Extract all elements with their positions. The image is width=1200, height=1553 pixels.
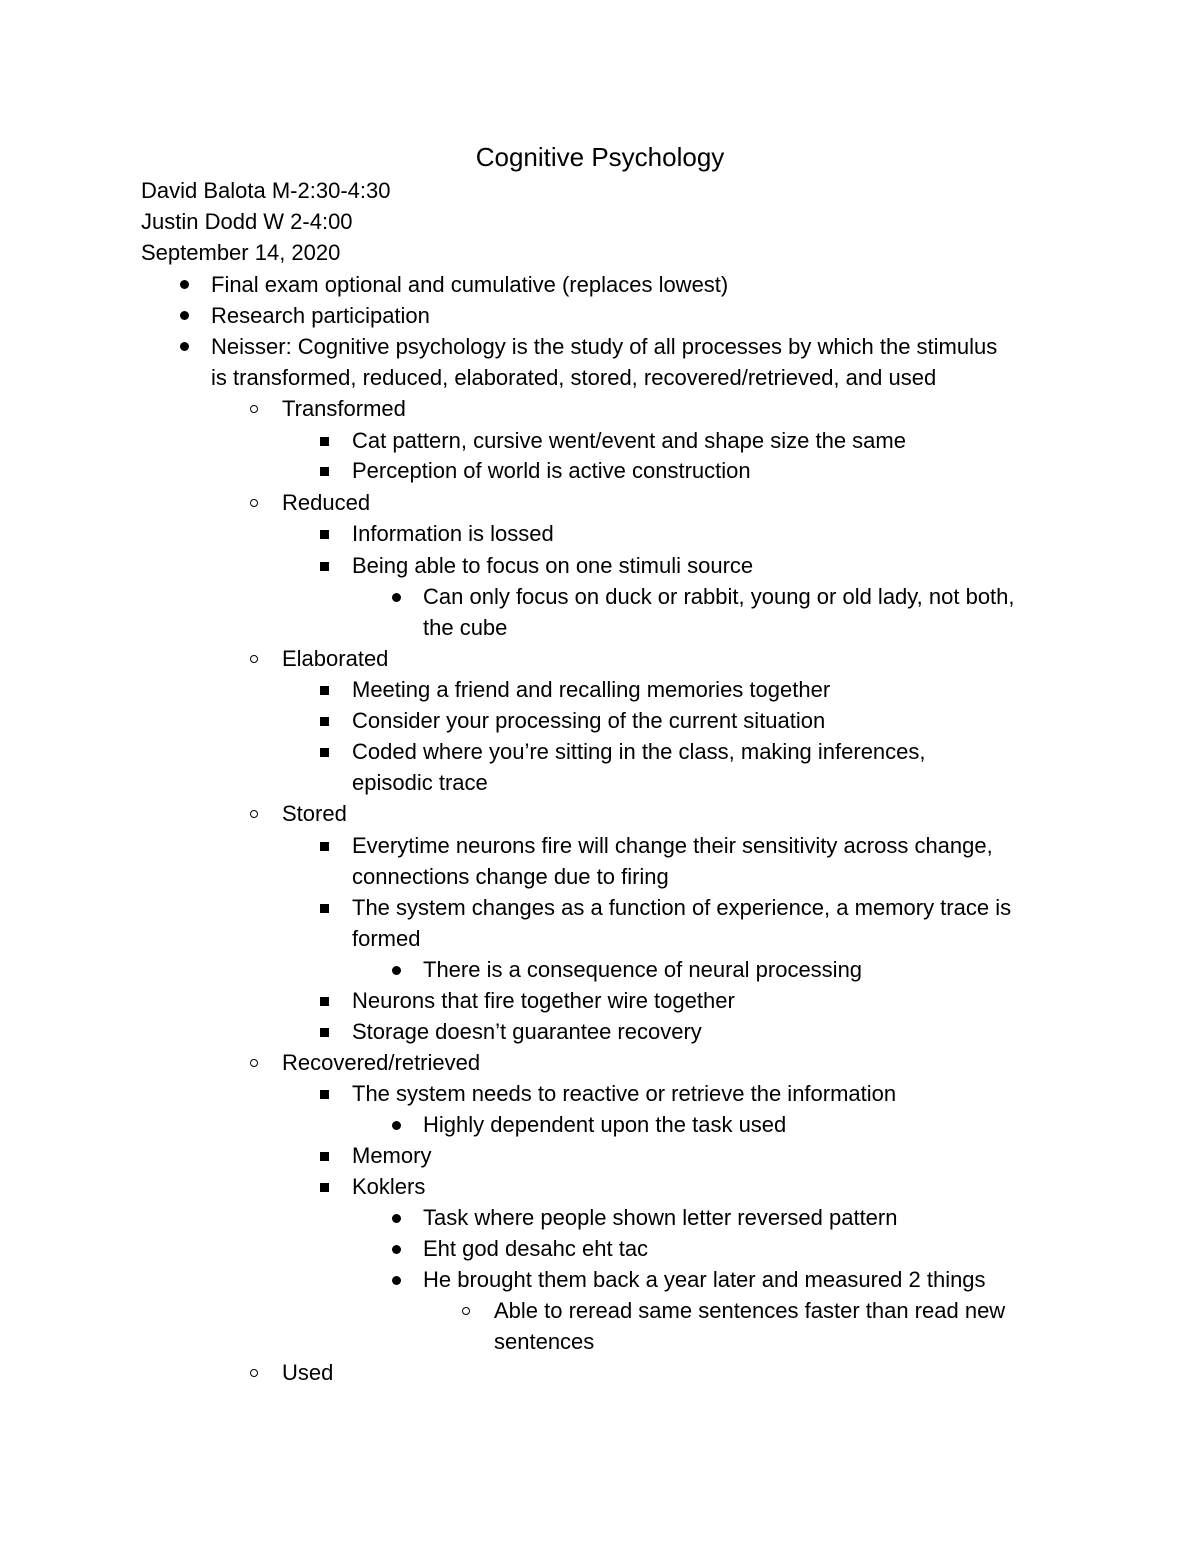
list-item: Able to reread same sentences faster than read new xyxy=(494,1298,1006,1323)
bullet-dot-icon xyxy=(392,1121,401,1130)
list-item: There is a consequence of neural processing xyxy=(423,957,863,982)
list-item: Research participation xyxy=(211,303,430,328)
bullet-ring-icon xyxy=(250,1059,258,1067)
bullet-square-icon xyxy=(320,717,329,726)
list-item: Reduced xyxy=(282,490,371,515)
instructor-line-1: David Balota M-2:30-4:30 xyxy=(141,178,391,203)
bullet-square-icon xyxy=(320,530,329,539)
list-item-continuation: episodic trace xyxy=(352,770,488,795)
list-item: Consider your processing of the current situation xyxy=(352,708,826,733)
bullet-ring-icon xyxy=(462,1307,470,1315)
list-item: The system needs to reactive or retrieve the information xyxy=(352,1081,897,1106)
bullet-dot-icon xyxy=(392,1214,401,1223)
list-item-continuation: connections change due to firing xyxy=(352,864,669,889)
list-item: Highly dependent upon the task used xyxy=(423,1112,787,1137)
bullet-dot-icon xyxy=(180,342,189,351)
bullet-ring-icon xyxy=(250,655,258,663)
bullet-square-icon xyxy=(320,1152,329,1161)
list-item-continuation: the cube xyxy=(423,615,508,640)
list-item: Being able to focus on one stimuli source xyxy=(352,553,754,578)
date-line: September 14, 2020 xyxy=(141,240,341,265)
bullet-dot-icon xyxy=(392,1276,401,1285)
list-item-continuation: is transformed, reduced, elaborated, stored, recovered/retrieved, and used xyxy=(211,365,937,390)
list-item: Can only focus on duck or rabbit, young or old lady, not both, xyxy=(423,584,1015,609)
list-item: Memory xyxy=(352,1143,432,1168)
list-item-continuation: sentences xyxy=(494,1329,595,1354)
page-title: Cognitive Psychology xyxy=(475,142,725,172)
bullet-square-icon xyxy=(320,467,329,476)
bullet-square-icon xyxy=(320,842,329,851)
list-item: Cat pattern, cursive went/event and shape size the same xyxy=(352,428,906,453)
list-item: Storage doesn’t guarantee recovery xyxy=(352,1019,702,1044)
bullet-square-icon xyxy=(320,904,329,913)
list-item: Koklers xyxy=(352,1174,426,1199)
list-item: Task where people shown letter reversed pattern xyxy=(423,1205,898,1230)
list-item-continuation: formed xyxy=(352,926,421,951)
list-item: The system changes as a function of experience, a memory trace is xyxy=(352,895,1012,920)
bullet-dot-icon xyxy=(392,593,401,602)
bullet-ring-icon xyxy=(250,499,258,507)
bullet-square-icon xyxy=(320,1028,329,1037)
list-item: Everytime neurons fire will change their sensitivity across change, xyxy=(352,833,993,858)
bullet-ring-icon xyxy=(250,1369,258,1377)
bullet-ring-icon xyxy=(250,405,258,413)
bullet-dot-icon xyxy=(180,311,189,320)
bullet-dot-icon xyxy=(392,1245,401,1254)
list-item: Stored xyxy=(282,801,347,826)
list-item: Meeting a friend and recalling memories together xyxy=(352,677,831,702)
list-item: Coded where you’re sitting in the class, making inferences, xyxy=(352,739,926,764)
list-item: Neurons that fire together wire together xyxy=(352,988,735,1013)
list-item: Used xyxy=(282,1360,334,1385)
bullet-square-icon xyxy=(320,1183,329,1192)
bullet-square-icon xyxy=(320,748,329,757)
list-item: Perception of world is active construction xyxy=(352,458,751,483)
bullet-square-icon xyxy=(320,686,329,695)
list-item: Information is lossed xyxy=(352,521,554,546)
list-item: Eht god desahc eht tac xyxy=(423,1236,649,1261)
list-item: Final exam optional and cumulative (replaces lowest) xyxy=(211,272,729,297)
bullet-dot-icon xyxy=(392,966,401,975)
list-item: Elaborated xyxy=(282,646,389,671)
list-item: Neisser: Cognitive psychology is the study of all processes by which the stimulus xyxy=(211,334,998,359)
bullet-square-icon xyxy=(320,437,329,446)
instructor-line-2: Justin Dodd W 2-4:00 xyxy=(141,209,353,234)
bullet-square-icon xyxy=(320,997,329,1006)
list-item: He brought them back a year later and measured 2 things xyxy=(423,1267,986,1292)
bullet-square-icon xyxy=(320,1090,329,1099)
list-item: Recovered/retrieved xyxy=(282,1050,481,1075)
bullet-ring-icon xyxy=(250,810,258,818)
list-item: Transformed xyxy=(282,396,406,421)
bullet-dot-icon xyxy=(180,280,189,289)
bullet-square-icon xyxy=(320,562,329,571)
